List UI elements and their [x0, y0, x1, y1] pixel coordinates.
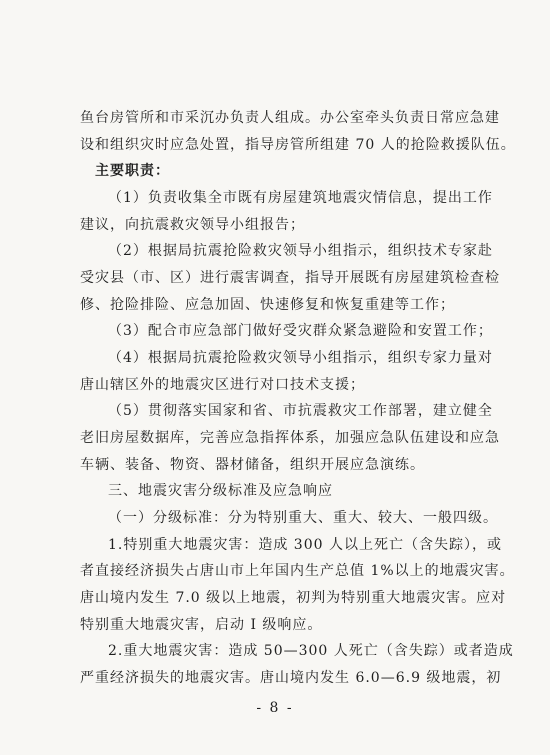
paragraph-line: 鱼台房管所和市采沉办负责人组成。办公室牵头负责日常应急建 [80, 110, 500, 126]
paragraph-line: 特别重大地震灾害，启动 I 级响应。 [80, 617, 323, 633]
paragraph-line: 严重经济损失的地震灾害。唐山境内发生 6.0—6.9 级地震，初 [80, 670, 502, 686]
paragraph-line: （一）分级标准：分为特别重大、重大、较大、一般四级。 [108, 510, 498, 526]
paragraph-line: （2）根据局抗震抢险救灾领导小组指示，组织技术专家赴 [108, 243, 493, 259]
paragraph-line: 修、抢险排险、应急加固、快速修复和恢复重建等工作； [80, 297, 455, 313]
paragraph-line: 建议，向抗震救灾领导小组报告； [80, 217, 305, 233]
paragraph-line: 1.特别重大地震灾害：造成 300 人以上死亡（含失踪），或 [108, 537, 502, 553]
paragraph-line: （5）贯彻落实国家和省、市抗震救灾工作部署，建立健全 [108, 403, 493, 419]
page-number: - 8 - [256, 700, 294, 716]
paragraph-line: 2.重大地震灾害：造成 50—300 人死亡（含失踪）或者造成 [108, 643, 514, 659]
paragraph-line: 唐山辖区外的地震灾区进行对口技术支援； [80, 377, 365, 393]
paragraph-line: （4）根据局抗震抢险救灾领导小组指示，组织专家力量对 [108, 350, 493, 366]
paragraph-line: 老旧房屋数据库，完善应急指挥体系，加强应急队伍建设和应急 [80, 430, 500, 446]
paragraph-line: 唐山境内发生 7.0 级以上地震，初判为特别重大地震灾害。应对 [80, 590, 507, 606]
paragraph-line: 设和组织灾时应急处置，指导房管所组建 70 人的抢险救援队伍。 [80, 137, 516, 153]
section-heading: 三、地震灾害分级标准及应急响应 [108, 483, 333, 499]
section-heading-main-duties: 主要职责： [95, 163, 170, 179]
paragraph-line: 受灾县（市、区）进行震害调查，指导开展既有房屋建筑检查检 [80, 270, 500, 286]
paragraph-line: （1）负责收集全市既有房屋建筑地震灾情信息，提出工作 [108, 190, 493, 206]
paragraph-line: （3）配合市应急部门做好受灾群众紧急避险和安置工作； [108, 323, 493, 339]
paragraph-line: 车辆、装备、物资、器材储备，组织开展应急演练。 [80, 457, 425, 473]
paragraph-line: 者直接经济损失占唐山市上年国内生产总值 1%以上的地震灾害。 [80, 563, 515, 579]
